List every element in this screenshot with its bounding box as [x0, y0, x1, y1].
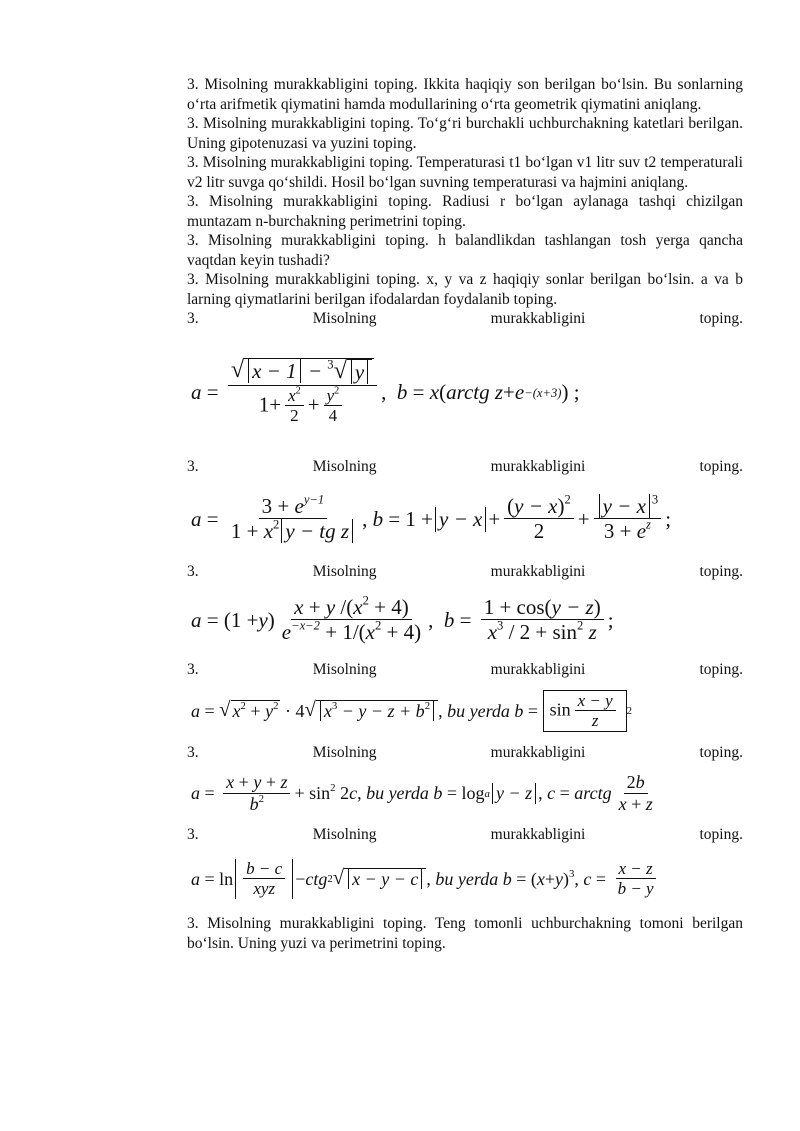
document-content: [187, 75, 743, 953]
formula-2: a = $\frac{3 + e^{y-1}}{1 + x^2 y - tg z}$ , b = 1 + y − x + $\frac{(y - x)^2}{2}$ + $\frac{y - x ^3}{3 + e^z}$ ;: [191, 492, 672, 543]
formula-3: a = (1 + y ) $\frac{x + y /(x^2 + 4)}{e^{-x-2} + 1/(x^2 + 4)}$ , b = $\frac{1 + \cos(y - z)}{x^3 / 2 + \sin^2 z}$ ;: [191, 593, 614, 645]
task-paragraph-5: 3. Misolning murakkabligini toping. h balandlikdan tashlangan tosh yerga qancha vaqtdan keyin tushadi?: [187, 232, 743, 269]
formula-5: a = $\frac{x + y + z}{b^2}$ + $\sin^2 2$ c , bu yerda b = log a y − z , c = arctg $\frac{2b}{x + z}$: [191, 771, 653, 814]
task-paragraph-1: 3. Misolning murakkabligini toping. Ikkita haqiqiy son berilgan bo‘lsin. Bu sonlarning o‘rta arifmetik qiymatini hamda modullarining o‘rta geometrik qiymatini aniqlang.: [187, 76, 743, 113]
formula-4: a = √ $x^2 + y^2$ · 4 √ $x^3 - y - z + b^2$ , bu yerda b = sin $\frac{x - y}{z}$ 2: [187, 679, 743, 743]
task-paragraph-2: 3. Misolning murakkabligini toping. To‘g‘ri burchakli uchburchakning katetlari berilgan. Uning gipotenuzasi va yuzini toping.: [187, 115, 743, 152]
task-paragraph-final: 3. Misolning murakkabligini toping. Teng tomonli uchburchakning tomoni berilgan bo‘lsin. Uning yuzi va perimetrini toping.: [187, 915, 743, 952]
task-heading-12: 3. Misolning murakkabligini toping.: [187, 825, 743, 843]
task-paragraph-6: 3. Misolning murakkabligini toping. x, y va z haqiqiy sonlar berilgan bo‘lsin. a va b larning qiymatlarini berilgan ifodalardan foydalanib toping.: [187, 271, 743, 308]
task-heading-9: 3. Misolning murakkabligini toping.: [187, 563, 743, 580]
task-heading-10: 3. Misolning murakkabligini toping.: [187, 660, 743, 678]
formula-1: a = √ x − 1 − $^3$ √ y 1+ $\frac{x^2}{2}$ + $\frac{y^2}{4}$ , b = x ( arctg z + e −(x+3) ) ;: [191, 356, 580, 426]
task-paragraph-4: 3. Misolning murakkabligini toping. Radiusi r bo‘lgan aylanaga tashqi chizilgan muntazam n-burchakning perimetrini toping.: [187, 193, 743, 230]
formula-6: a = ln $\frac{b - c}{\text{xyz}}$ − ctg 2 √ x − y − c , bu yerda b = ( x + y )$^3$, c = $\frac{x - z}{b - y}$: [187, 844, 743, 914]
task-heading-8: 3. Misolning murakkabligini toping.: [187, 457, 743, 475]
task-paragraph-3: 3. Misolning murakkabligini toping. Temperaturasi t1 bo‘lgan v1 litr suv t2 temperaturali v2 litr suvga qo‘shildi. Hosil bo‘lgan suvning temperaturasi va hajmini aniqlang.: [187, 154, 743, 191]
task-heading-7: 3. Misolning murakkabligini toping.: [187, 310, 743, 327]
task-heading-11: 3. Misolning murakkabligini toping.: [187, 744, 743, 761]
